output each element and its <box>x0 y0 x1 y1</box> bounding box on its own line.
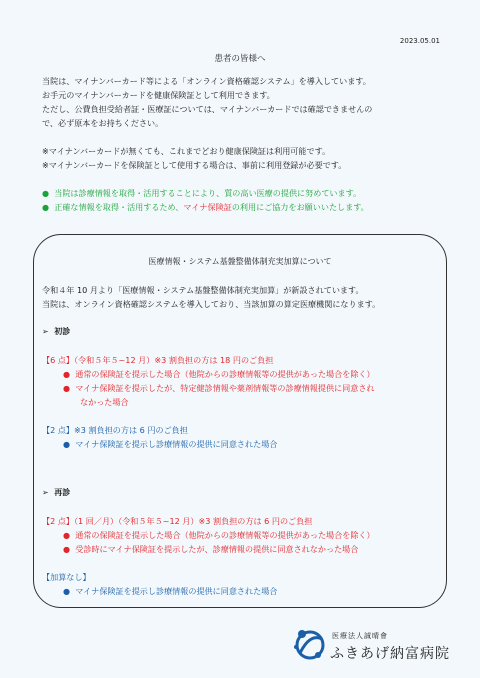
logo-organization: 医療法人誠晴會 <box>332 632 388 640</box>
document-date: 2023.05.01 <box>399 37 440 45</box>
intro-line-1: 当院は、マイナンバーカード等による「オンライン資格確認システム」を導入しています。 <box>42 76 371 86</box>
section-heading: 再診 <box>54 488 71 497</box>
item-text: マイナ保険証を提示したが、特定健診情報や薬剤情報等の診療情報提供に同意され <box>75 383 375 393</box>
first-fee-1-item-1 <box>63 367 375 381</box>
note-1: ※マイナンバーカードが無くても、これまでどおり健康保険証は利用可能です。 <box>42 146 331 156</box>
bullet-text-post: の利用にご協力をお願いいたします。 <box>231 202 369 212</box>
return-fee-2-item-1 <box>63 584 277 598</box>
section-return-visit <box>42 486 70 500</box>
box-lead-2: 当院は、オンライン資格確認システムを導入しており、当該加算の算定医療機関になります。 <box>42 299 381 309</box>
first-fee-2: 【2 点】※3 割負担の方は 6 円のご負担 <box>42 425 188 435</box>
first-fee-1: 【6 点】（令和５年５~12 月）※3 割負担の方は 18 円のご負担 <box>42 355 274 365</box>
item-text: 受診時にマイナ保険証を提示したが、診療情報の提供に同意されなかった場合 <box>75 544 359 554</box>
bullet-dot-icon: ● <box>63 586 71 596</box>
bullet-dot-icon: ● <box>63 530 71 540</box>
arrow-bullet-icon: ➢ <box>42 327 49 336</box>
note-2: ※マイナンバーカードを保険証として使用する場合は、事前に利用登録が必要です。 <box>42 160 347 170</box>
bullet-dot-icon: ● <box>63 369 71 379</box>
hospital-logo-icon <box>292 625 328 665</box>
first-fee-1-item-2 <box>63 381 375 395</box>
section-heading: 初診 <box>54 327 71 336</box>
first-fee-1-item-2-cont: なかった場合 <box>80 397 129 407</box>
bullet-text-highlight: マイナ保険証 <box>183 202 232 212</box>
return-fee-2: 【加算なし】 <box>42 572 91 582</box>
bullet-dot-icon: ● <box>42 202 50 212</box>
bullet-dot-icon: ● <box>42 188 50 198</box>
item-text: 通常の保険証を提示した場合（他院からの診療情報等の提供があった場合を除く） <box>75 530 375 540</box>
bullet-text-pre: 正確な情報を取得・活用するため、 <box>54 202 184 212</box>
item-text: マイナ保険証を提示し診療情報の提供に同意された場合 <box>75 586 278 596</box>
return-fee-1-item-1 <box>63 528 375 542</box>
logo-hospital-name: ふきあげ納富病院 <box>330 646 450 662</box>
first-fee-2-item-1 <box>63 437 277 451</box>
green-bullet-2 <box>42 200 369 214</box>
intro-line-2: お手元のマイナンバーカードを健康保険証として利用できます。 <box>42 90 275 100</box>
intro-line-3: ただし、公費負担受給者証・医療証については、マイナンバーカードでは確認できませんの <box>42 104 373 114</box>
item-text: マイナ保険証を提示し診療情報の提供に同意された場合 <box>75 439 278 449</box>
return-fee-1: 【2 点】（1 回／月）（令和５年５~12 月）※3 割負担の方は 6 円のご負担 <box>42 516 313 526</box>
green-bullet-1 <box>42 186 361 200</box>
section-first-visit <box>42 325 70 339</box>
box-title: 医療情報・システム基盤整備体制充実加算について <box>148 257 332 266</box>
bullet-dot-icon: ● <box>63 383 71 393</box>
return-fee-1-item-2 <box>63 542 358 556</box>
box-lead-1: 令和４年 10 月より「医療情報・システム基盤整備体制充実加算」が新設されています。 <box>42 285 364 295</box>
page-title: 患者の皆様へ <box>214 54 266 64</box>
intro-line-4: で、必ず原本をお持ちください。 <box>42 118 164 128</box>
item-text: 通常の保険証を提示した場合（他院からの診療情報等の提供があった場合を除く） <box>75 369 375 379</box>
bullet-text: 当院は診療情報を取得・活用することにより、質の高い医療の提供に努めています。 <box>54 188 362 198</box>
bullet-dot-icon: ● <box>63 544 71 554</box>
bullet-dot-icon: ● <box>63 439 71 449</box>
arrow-bullet-icon: ➢ <box>42 488 49 497</box>
